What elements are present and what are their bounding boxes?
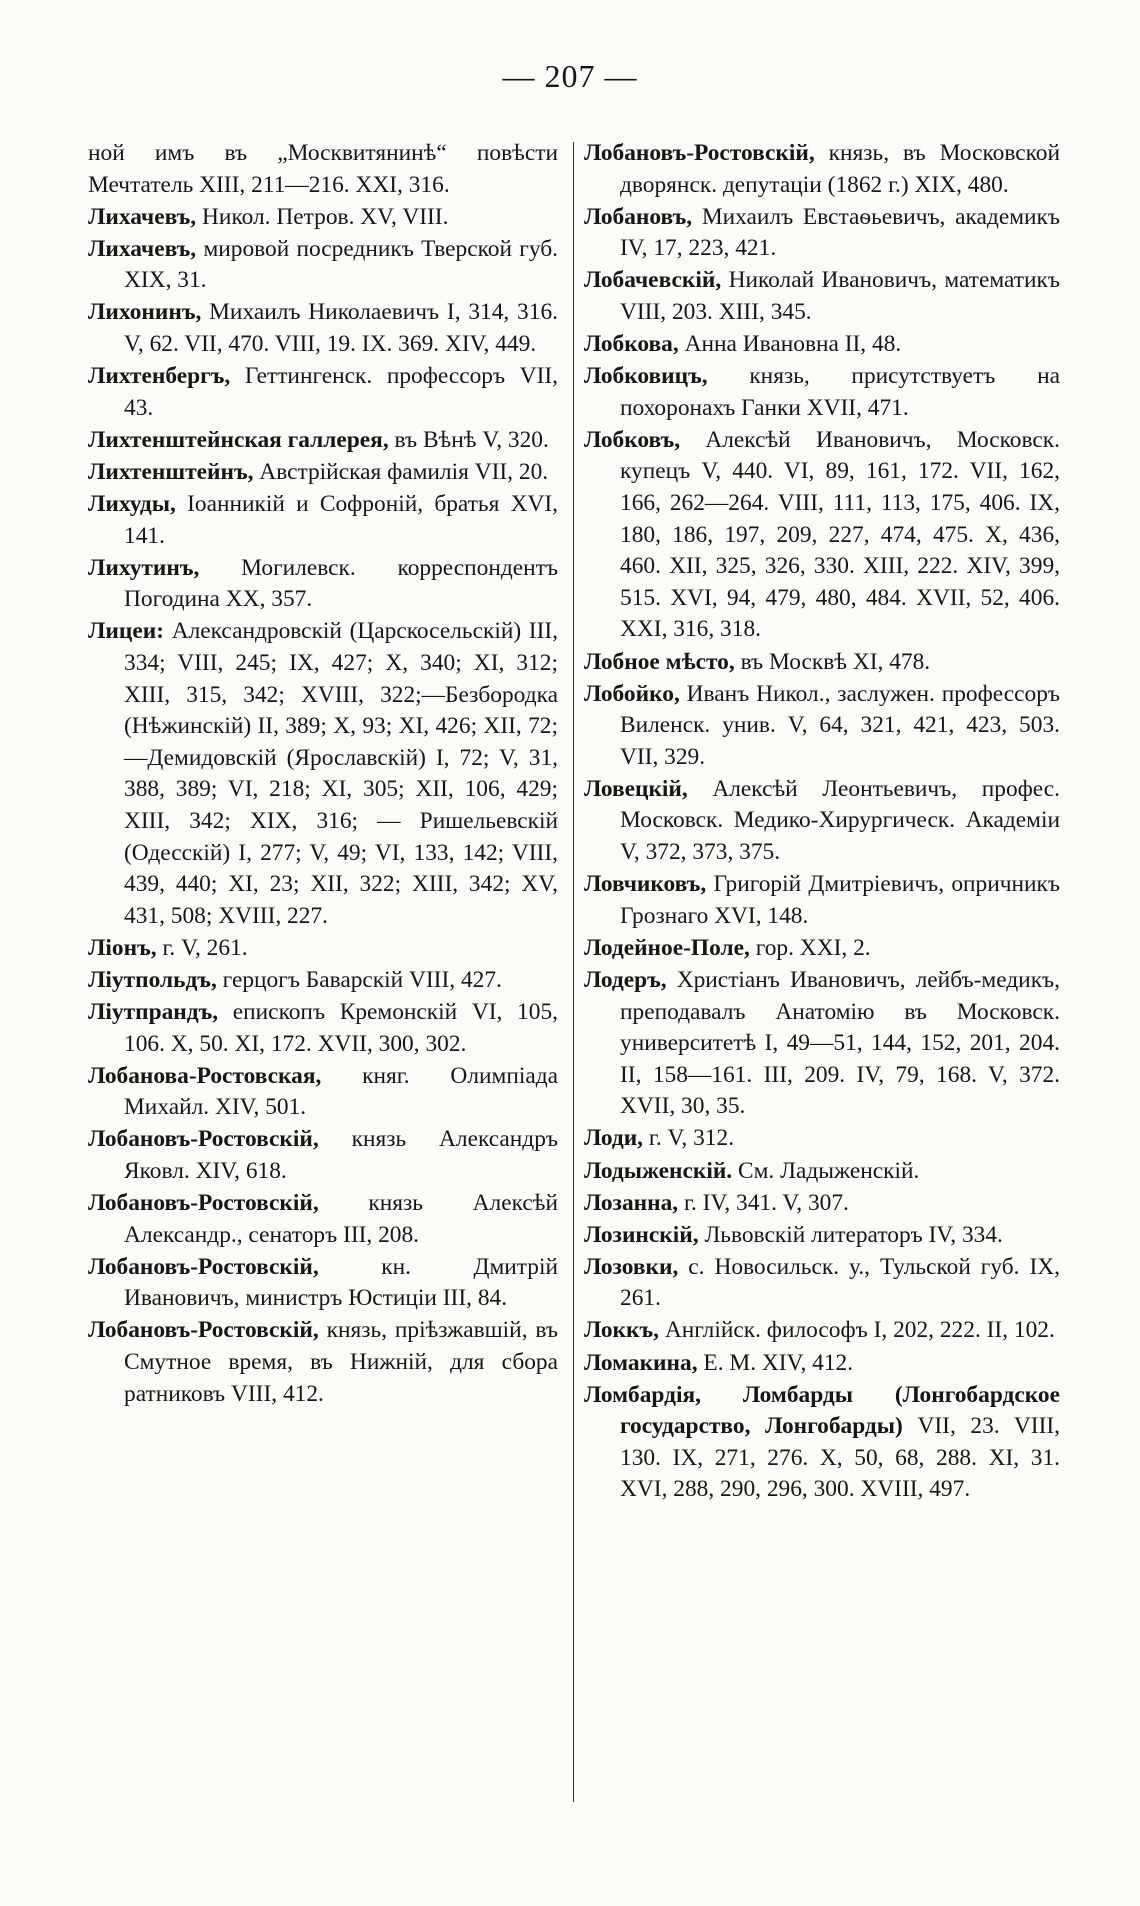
index-entry [88, 489, 558, 552]
index-entry [584, 1220, 1060, 1252]
entry-references: Николай Ивановичъ, математикъ VIII, 203. XIII, 345. [620, 267, 1060, 325]
index-entry [88, 965, 558, 997]
index-entry [584, 1315, 1060, 1347]
entry-headword: Лицеи: [88, 618, 165, 645]
entry-references: Алексѣй Леонтьевичъ, профес. Московск. Медико-Хирургическ. Академіи V, 372, 373, 375. [620, 775, 1060, 866]
entry-references: Геттингенск. профессоръ VII, 43. [124, 363, 558, 421]
entry-headword: Ловчиковъ, [584, 871, 707, 898]
index-entry [584, 965, 1060, 1123]
entry-headword: Ліутпольдъ, [88, 966, 217, 993]
entry-headword: Лобановъ-Ростовскій, [88, 1317, 319, 1344]
entry-references: Іоанникій и Софроній, братья XVI, 141. [124, 491, 558, 549]
entry-headword: Ловецкій, [584, 775, 688, 802]
entry-headword: Лобановъ-Ростовскій, [88, 1190, 319, 1217]
entry-headword: Ліутпрандъ, [88, 999, 219, 1026]
entry-references: Михаилъ Николаевичъ I, 314, 316. V, 62. VII, 470. VIII, 19. IX. 369. XIV, 449. [124, 299, 558, 358]
left-column [88, 138, 558, 1411]
index-entry [584, 869, 1060, 932]
entry-references: Григорій Дмитріевичъ, опричникъ Грознаго XVI, 148. [620, 871, 1060, 929]
entry-references: г. V, 261. [162, 934, 248, 961]
entry-references: Львовскій литераторъ IV, 334. [704, 1221, 1003, 1248]
entry-headword: Лобановъ-Ростовскій, [584, 140, 815, 166]
entry-headword: Лихтенбергъ, [88, 363, 231, 390]
entry-headword: Лодеръ, [584, 966, 667, 993]
column-divider [573, 142, 574, 1802]
entry-headword: Лобойко, [584, 680, 680, 707]
entry-headword: Ломакина, [584, 1349, 698, 1376]
index-entry [88, 361, 558, 424]
index-entry [584, 1156, 1060, 1188]
entry-references: въ Москвѣ XI, 478. [740, 648, 931, 675]
index-entry [88, 616, 558, 932]
entry-references: княг. Олимпіада Михайл. XIV, 501. [124, 1062, 558, 1121]
entry-references: Е. М. XIV, 412. [703, 1349, 854, 1376]
entry-headword: Лобковъ, [584, 426, 681, 453]
index-entry [584, 1252, 1060, 1315]
index-entry [584, 1380, 1060, 1506]
index-entry [584, 265, 1060, 328]
entry-headword: Лобанова-Ростовская, [88, 1062, 322, 1089]
index-entry [88, 297, 558, 360]
entry-references: VII, 23. VIII, 130. IX, 271, 276. X, 50, 68, 288. XI, 31. XVI, 288, 290, 296, 300. XVIII, 497. [620, 1413, 1060, 1503]
entry-references: гор. XXI, 2. [755, 934, 871, 961]
index-entry [88, 234, 558, 297]
entry-references: Христіанъ Ивановичъ, лейбъ-медикъ, преподавалъ Анатомію въ Московск. университетѣ I, 49—51, 144, 152, 201, 204. II, 158—161. III, 209. IV, 79, 168. V, 372. XVII, 30, 35. [620, 966, 1060, 1120]
entry-headword: Лобковицъ, [584, 363, 708, 390]
index-entry [584, 774, 1060, 869]
entry-references: въ Вѣнѣ V, 320. [394, 426, 549, 453]
entry-headword: Локкъ, [584, 1317, 659, 1344]
entry-headword: Лобановъ, [584, 203, 693, 230]
page-number: — 207 — [502, 58, 638, 94]
entry-references: князь, пріѣзжавшій, въ Смутное время, въ Нижній, для сбора ратниковъ VIII, 412. [124, 1317, 558, 1407]
entry-headword: Лихутинъ, [88, 554, 200, 581]
index-entry [88, 553, 558, 616]
index-entry [584, 647, 1060, 679]
entry-references: князь, присутствуетъ на похоронахъ Ганки XVII, 471. [620, 363, 1060, 421]
entry-headword: Лихачевъ, [88, 235, 197, 262]
entry-headword: Лихуды, [88, 491, 176, 518]
entry-headword: Ломбардія, Ломбарды (Лонгобардское государство, Лонгобарды) [584, 1381, 1060, 1440]
index-entry [584, 361, 1060, 424]
index-entry [88, 1124, 558, 1187]
entry-headword: Лобное мѣсто, [584, 648, 735, 675]
entry-headword: Лобановъ-Ростовскій, [88, 1126, 319, 1153]
entry-references: с. Новосильск. у., Тульской губ. IX, 261. [620, 1253, 1060, 1312]
entry-references: См. Ладыженскій. [738, 1157, 920, 1184]
index-entry [584, 202, 1060, 265]
entry-references: Никол. Петров. XV, VIII. [202, 203, 449, 230]
entry-headword: Лобачевскій, [584, 267, 722, 294]
entry-references: князь Алексѣй Александр., сенаторъ III, 208. [124, 1190, 558, 1248]
entry-headword: Лодейное-Поле, [584, 934, 750, 961]
index-entry [584, 425, 1060, 646]
entry-headword: Лодыженскій. [584, 1157, 733, 1184]
entry-headword: Лихтенштейнская галлерея, [88, 426, 389, 453]
entry-references: Австрійская фамилія VII, 20. [259, 458, 549, 485]
entry-headword: Лобановъ-Ростовскій, [88, 1253, 319, 1280]
entry-headword: Лозовки, [584, 1253, 679, 1280]
entry-headword: Ліонъ, [88, 934, 157, 961]
entry-references: Алексѣй Ивановичъ, Московск. купецъ V, 440. VI, 89, 161, 172. VII, 162, 166, 262—264. VIII, 111, 113, 175, 406. IX, 180, 186, 197, 209, 227, 474, 475. X, 436, 460. XII, 325, 326, 330. XIII, 222. XIV, 399, 515. XVI, 94, 479, 480, 484. XVII, 52, 406. XXI, 316, 318. [620, 426, 1060, 643]
entry-references: г. V, 312. [648, 1125, 735, 1152]
index-entry [88, 425, 558, 457]
entry-references: князь, въ Московской дворянск. депутаціи (1862 г.) XIX, 480. [620, 140, 1060, 198]
index-entry [584, 138, 1060, 201]
entry-headword: Лихонинъ, [88, 299, 202, 326]
entry-headword: Лихачевъ, [88, 203, 197, 230]
index-entry [88, 202, 558, 234]
index-entry [88, 457, 558, 489]
entry-references: князь Александръ Яковл. XIV, 618. [124, 1126, 558, 1184]
index-entry [584, 329, 1060, 361]
index-entry [88, 1061, 558, 1124]
entry-references: кн. Дмитрій Ивановичъ, министръ Юстиціи III, 84. [124, 1253, 558, 1312]
entry-references: Михаилъ Евстаѳьевичъ, академикъ IV, 17, 223, 421. [620, 203, 1060, 262]
index-entry [584, 933, 1060, 965]
index-entry [584, 679, 1060, 774]
entry-references: мировой посредникъ Тверской губ. XIX, 31. [124, 235, 558, 294]
index-entry [88, 1188, 558, 1251]
index-entry [584, 1348, 1060, 1380]
entry-headword: Лобкова, [584, 331, 679, 358]
entry-references: ной имъ въ „Москвитянинѣ“ повѣсти Мечтатель XIII, 211—216. XXI, 316. [88, 140, 558, 198]
entry-references: г. IV, 341. V, 307. [684, 1189, 849, 1216]
index-entry [88, 1252, 558, 1315]
entry-headword: Лозанна, [584, 1189, 679, 1216]
index-entry [88, 933, 558, 965]
index-entry [584, 1188, 1060, 1220]
entry-references: герцогъ Баварскій VIII, 427. [222, 966, 502, 993]
entry-references: Могилевск. корреспондентъ Погодина XX, 357. [124, 554, 558, 613]
index-entry [88, 997, 558, 1060]
entry-references: Анна Ивановна II, 48. [684, 331, 902, 358]
index-entry [88, 1315, 558, 1410]
entry-references: Англійск. философъ I, 202, 222. II, 102. [664, 1317, 1055, 1344]
entry-headword: Лозинскій, [584, 1221, 699, 1248]
entry-headword: Лоди, [584, 1125, 644, 1152]
entry-references: епископъ Кремонскій VI, 105, 106. X, 50. XI, 172. XVII, 300, 302. [124, 999, 558, 1057]
entry-headword: Лихтенштейнъ, [88, 458, 254, 485]
entry-references: Александровскій (Царскосельскій) III, 334; VIII, 245; IX, 427; X, 340; XI, 312; XIII, 315, 342; XVIII, 322;—Безбородка (Нѣжинскій) II, 389; X, 93; XI, 426; XII, 72;—Демидовскій (Ярославскій) I, 72; V, 31, 388, 389; VI, 218; XI, 305; XII, 106, 429; XIII, 342; XIX, 316; — Ришельевскій (Одесскій) I, 277; V, 49; VI, 133, 142; VIII, 439, 440; XI, 23; XII, 322; XIII, 342; XV, 431, 508; XVIII, 227. [124, 618, 558, 929]
right-column [584, 138, 1060, 1507]
entry-references: Иванъ Никол., заслужен. профессоръ Виленск. унив. V, 64, 321, 421, 423, 503. VII, 329. [620, 680, 1060, 770]
index-entry [584, 1123, 1060, 1155]
index-entry [88, 138, 558, 201]
